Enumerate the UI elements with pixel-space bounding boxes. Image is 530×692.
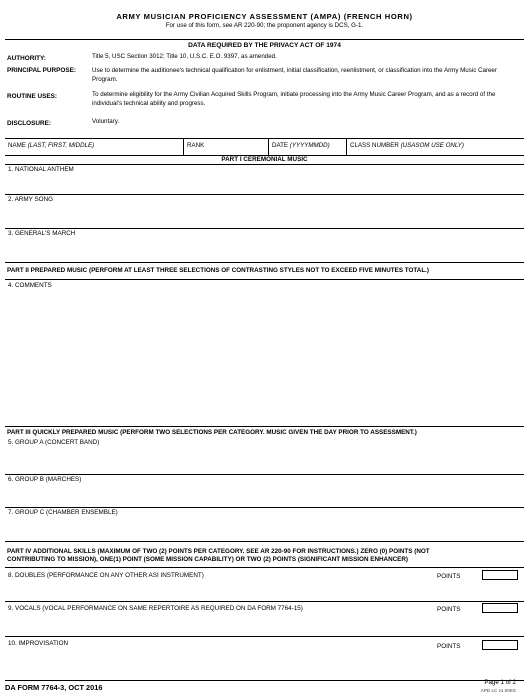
class-number-label: CLASS NUMBER — [350, 142, 399, 149]
privacy-act-section — [5, 39, 524, 139]
improvisation-points-label: POINTS — [437, 643, 461, 650]
name-field[interactable] — [5, 139, 183, 156]
vocals-points-label: POINTS — [437, 606, 461, 613]
divider — [5, 507, 524, 508]
national-anthem-label: 1. NATIONAL ANTHEM — [8, 166, 74, 173]
part2-heading: PART II PREPARED MUSIC (PERFORM AT LEAST THREE SELECTIONS OF CONTRASTING STYLES NOT TO EXCEED FIVE MINUTES TOTAL.) — [7, 267, 430, 274]
authority-label: AUTHORITY: — [7, 55, 46, 62]
generals-march-label: 3. GENERAL'S MARCH — [8, 230, 76, 237]
group-b-label: 6. GROUP B (MARCHES) — [8, 476, 82, 483]
vocals-points-box[interactable] — [482, 603, 518, 613]
improvisation-label: 10. IMPROVISATION — [8, 640, 69, 647]
doubles-label: 8. DOUBLES (PERFORMANCE ON ANY OTHER ASI INSTRUMENT) — [8, 572, 204, 579]
part4-heading-line1: PART IV ADDITIONAL SKILLS (MAXIMUM OF TWO (2) POINTS PER CATEGORY. SEE AR 220-90 FOR INSTRUCTIONS.) ZERO (0) POINTS (NOT — [7, 548, 430, 555]
part3-heading: PART III QUICKLY PREPARED MUSIC (PERFORM TWO SELECTIONS PER CATEGORY. MUSIC GIVEN THE DAY PRIOR TO ASSESSMENT.) — [7, 429, 417, 436]
divider — [5, 228, 524, 229]
divider — [5, 262, 524, 263]
form-page — [5, 10, 524, 692]
doubles-points-box[interactable] — [482, 570, 518, 580]
part1-heading: PART I CEREMONIAL MUSIC — [221, 156, 308, 163]
army-song-label: 2. ARMY SONG — [8, 196, 54, 203]
date-hint: (YYYYMMDD) — [289, 142, 330, 149]
vocals-label: 9. VOCALS (VOCAL PERFORMANCE ON SAME REPERTOIRE AS REQUIRED ON DA FORM 7764-15) — [8, 605, 303, 612]
disclosure-label: DISCLOSURE: — [7, 120, 52, 127]
purpose-text: Use to determine the auditionee's technical qualification for enlistment, initial classification, reenlistment, or classification into the Army Music Career Program. — [92, 67, 497, 83]
divider — [5, 601, 524, 602]
divider — [5, 164, 524, 165]
class-number-hint: (USASOM USE ONLY) — [400, 142, 464, 149]
identification-row — [5, 139, 524, 156]
improvisation-points-box[interactable] — [482, 640, 518, 650]
routine-uses-label: ROUTINE USES: — [7, 93, 58, 100]
purpose-label: PRINCIPAL PURPOSE: — [7, 67, 77, 74]
disclosure-text: Voluntary. — [92, 118, 120, 125]
page-number: Page 1 of 2 — [484, 679, 516, 686]
part4-heading-line2: CONTRIBUTING TO MISSION), ONE(1) POINT (SOME MISSION CAPABILITY) OR TWO (2) POINTS (SIGNIFICANT MISSION ENHANCER) — [7, 556, 409, 564]
divider — [5, 541, 524, 542]
divider — [5, 279, 524, 280]
comments-label: 4. COMMENTS — [8, 282, 52, 289]
divider — [5, 636, 524, 637]
group-c-label: 7. GROUP C (CHAMBER ENSEMBLE) — [8, 509, 118, 516]
authority-text: Title 5, USC Section 3012; Title 10, U.S.C. E.O. 9397, as amended. — [92, 53, 277, 60]
form-title: ARMY MUSICIAN PROFICIENCY ASSESSMENT (AMPA) (FRENCH HORN) — [116, 12, 413, 21]
part4-heading — [7, 548, 526, 565]
doubles-points-label: POINTS — [437, 573, 461, 580]
divider — [5, 194, 524, 195]
routine-uses-text: To determine eligibility for the Army Civilian Acquired Skills Program, initiate processing into the Army Music Career Program, and as a record of the individual's technical ability and progress. — [92, 91, 496, 107]
bottom-rule — [5, 680, 524, 681]
apd-version: APD LC v1.00ES — [480, 688, 516, 692]
rank-field[interactable] — [183, 139, 268, 156]
date-label: DATE — [272, 142, 289, 149]
divider — [5, 426, 524, 427]
name-label: NAME — [8, 142, 26, 149]
divider — [5, 474, 524, 475]
group-a-label: 5. GROUP A (CONCERT BAND) — [8, 439, 100, 446]
rank-label: RANK — [187, 142, 205, 149]
class-number-field[interactable] — [346, 139, 524, 156]
divider — [5, 567, 524, 568]
name-hint: (LAST, FIRST, MIDDLE) — [27, 142, 95, 149]
form-number: DA FORM 7764-3, OCT 2016 — [5, 683, 103, 692]
form-subtitle: For use of this form, see AR 220-90; the proponent agency is DCS, G-1. — [165, 22, 364, 29]
date-field[interactable] — [268, 139, 346, 156]
privacy-heading: DATA REQUIRED BY THE PRIVACY ACT OF 1974 — [188, 42, 341, 49]
